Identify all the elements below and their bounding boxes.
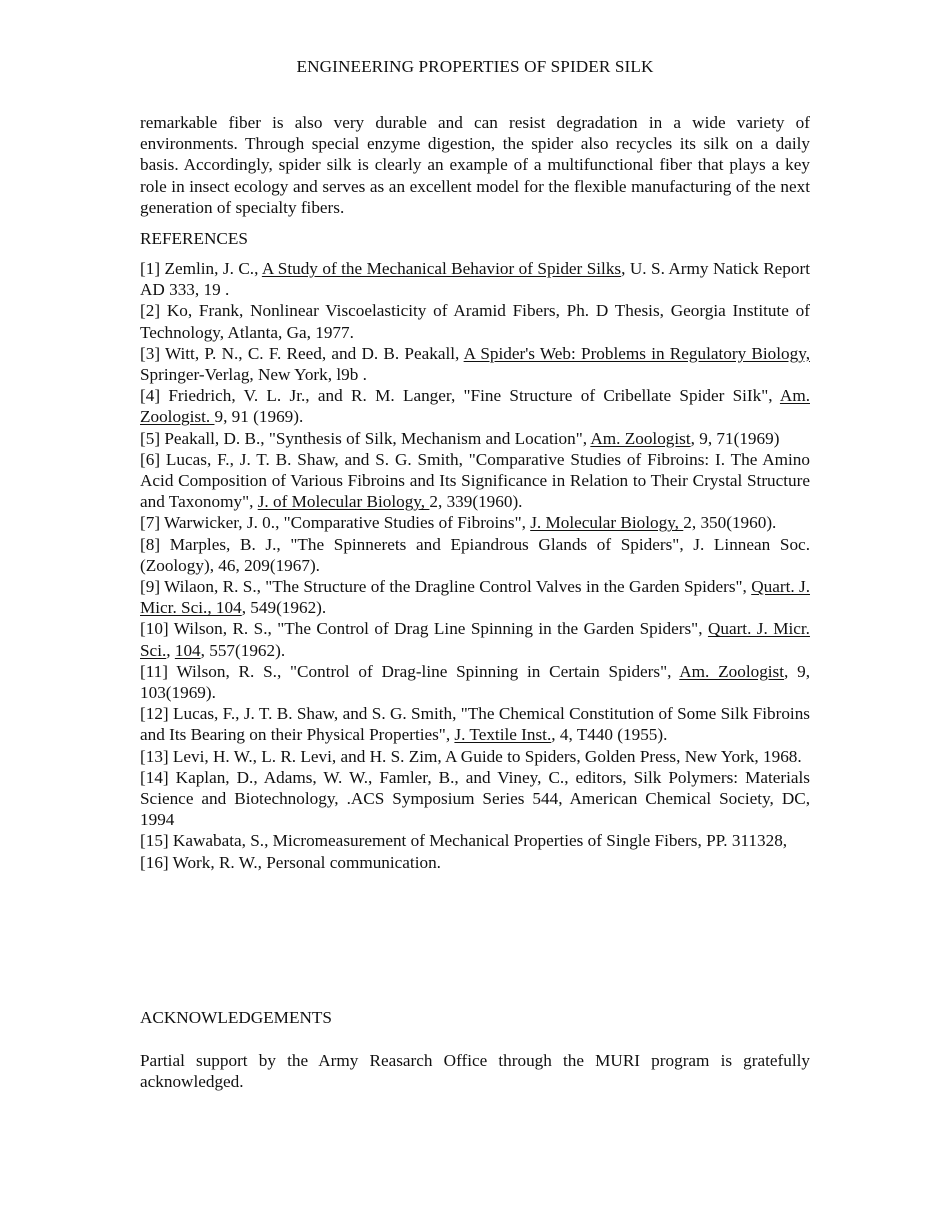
references-heading: REFERENCES [140,229,248,248]
reference-item: [6] Lucas, F., J. T. B. Shaw, and S. G. Smith, "Comparative Studies of Fibroins: I. The Amino Acid Composition of Various Fibroins and Its Significance in Relation to Their Crystal Structure and Taxonomy", J. of Molecular Biology, 2, 339(1960). [140,449,810,512]
reference-item: [10] Wilson, R. S., "The Control of Drag Line Spinning in the Garden Spiders", Quart. J. Micr. Sci., 104, 557(1962). [140,619,810,660]
reference-item: [15] Kawabata, S., Micromeasurement of Mechanical Properties of Single Fibers, PP. 311328, [140,831,788,851]
references-list [140,258,810,873]
acknowledgements-heading: ACKNOWLEDGEMENTS [140,1008,332,1027]
intro-paragraph: remarkable fiber is also very durable and can resist degradation in a wide variety of environments. Through special enzyme digestion, the spider also recycles its silk on a daily basis. Accordingly, spider silk is clearly an example of a multifunctional fiber that plays a key role in insect ecology and serves as an excellent model for the flexible manufacturing of the next generation of specialty fibers. [140,113,810,217]
reference-item: [16] Work, R. W., Personal communication. [140,852,441,872]
acknowledgements-paragraph: Partial support by the Army Reasarch Office through the MURI program is gratefully acknowledged. [140,1051,810,1092]
reference-item: [9] Wilaon, R. S., "The Structure of the Dragline Control Valves in the Garden Spiders", Quart. J. Micr. Sci., 104, 549(1962). [140,577,810,618]
reference-item: [8] Marples, B. J., "The Spinnerets and Epiandrous Glands of Spiders", J. Linnean Soc. (Zoology), 46, 209(1967). [140,534,810,575]
running-header-title: ENGINEERING PROPERTIES OF SPIDER SILK [296,57,654,76]
reference-item: [2] Ko, Frank, Nonlinear Viscoelasticity of Aramid Fibers, Ph. D Thesis, Georgia Institute of Technology, Atlanta, Ga, 1977. [140,301,810,342]
reference-item: [14] Kaplan, D., Adams, W. W., Famler, B., and Viney, C., editors, Silk Polymers: Materials Science and Biotechnology, .ACS Symposium Series 544, American Chemical Society, DC, 1994 [140,767,810,830]
reference-item: [7] Warwicker, J. 0., "Comparative Studies of Fibroins", J. Molecular Biology, 2, 350(1960). [140,513,777,533]
reference-item: [3] Witt, P. N., C. F. Reed, and D. B. Peakall, A Spider's Web: Problems in Regulatory Biology, Springer-Verlag, New York, l9b . [140,343,810,385]
reference-item: [13] Levi, H. W., L. R. Levi, and H. S. Zim, A Guide to Spiders, Golden Press, New York, 1968. [140,746,802,766]
reference-item: [12] Lucas, F., J. T. B. Shaw, and S. G. Smith, "The Chemical Constitution of Some Silk Fibroins and Its Bearing on their Physical Properties", J. Textile Inst., 4, T440 (1955). [140,704,810,745]
reference-item: [4] Friedrich, V. L. Jr., and R. M. Langer, "Fine Structure of Cribellate Spider SiIk", Am. Zoologist. 9, 91 (1969). [140,386,810,427]
reference-item: [1] Zemlin, J. C., A Study of the Mechanical Behavior of Spider Silks, U. S. Army Natick Report AD 333, 19 . [140,259,810,300]
reference-item: [5] Peakall, D. B., "Synthesis of Silk, Mechanism and Location", Am. Zoologist, 9, 71(1969) [140,428,780,448]
reference-item: [11] Wilson, R. S., "Control of Drag-line Spinning in Certain Spiders", Am. Zoologist, 9, 103(1969). [140,661,811,703]
